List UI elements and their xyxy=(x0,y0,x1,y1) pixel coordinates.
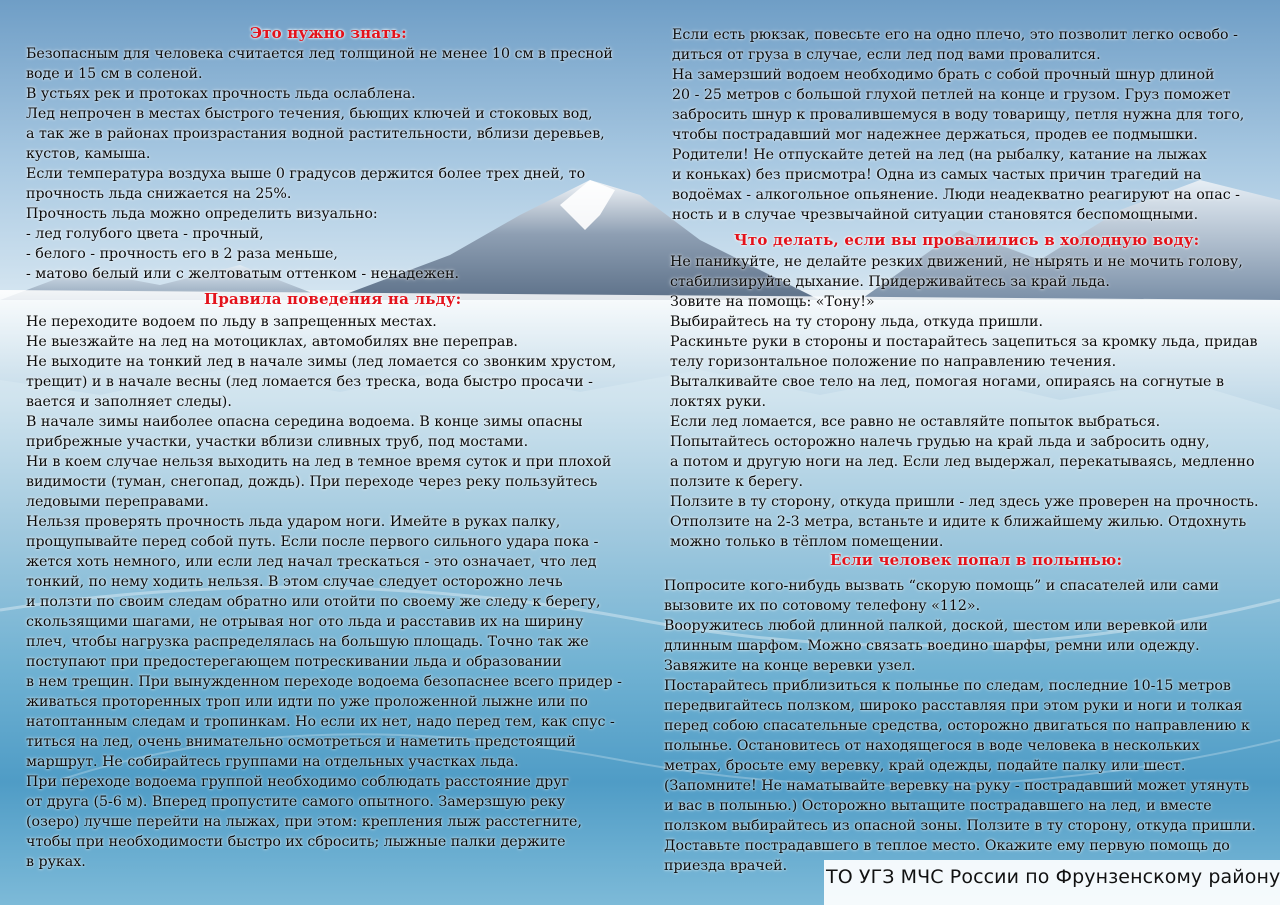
text-line: Попросите кого-нибудь вызвать “скорую помощь” и спасателей или сами xyxy=(664,578,1219,594)
text-line: забросить шнур к провалившемуся в воду товарищу, петля нужна для того, xyxy=(672,107,1245,123)
text-line: водоёмах - алкогольное опьянение. Люди неадекватно реагируют на опас - xyxy=(672,187,1240,203)
text-line: ность и в случае чрезвычайной ситуации становятся беспомощными. xyxy=(672,207,1199,223)
text-line: в руках. xyxy=(26,854,86,870)
text-line: Зовите на помощь: «Тону!» xyxy=(670,294,875,310)
text-line: локтях руки. xyxy=(670,394,766,410)
text-line: Доставьте пострадавшего в теплое место. Окажите ему первую помощь до xyxy=(664,838,1230,854)
text-line: (озеро) лучше перейти на лыжах, при этом: крепления лыж расстегните, xyxy=(26,814,582,830)
heading-need-to-know: Это нужно знать: xyxy=(250,24,407,42)
text-line: стабилизируйте дыхание. Придерживайтесь за край льда. xyxy=(670,274,1110,290)
text-line: телу горизонтальное положение по направлению течения. xyxy=(670,354,1117,370)
text-line: полынье. Остановитесь от находящегося в воде человека в нескольких xyxy=(664,738,1200,754)
text-line: Выталкивайте свое тело на лед, помогая ногами, опираясь на согнутые в xyxy=(670,374,1224,390)
right-column xyxy=(664,0,1264,905)
text-line: натоптанным следам и тропинкам. Но если их нет, надо перед тем, как спус - xyxy=(26,714,615,730)
text-line: поступают при предостерегающем потрескивании льда и образовании xyxy=(26,654,562,670)
text-line: в нем трещин. При вынужденном переходе водоема безопаснее всего придер - xyxy=(26,674,622,690)
text-line: прочность льда снижается на 25%. xyxy=(26,186,292,202)
text-line: метрах, бросьте ему веревку, край одежды, подайте палку или шест. xyxy=(664,758,1186,774)
text-line: и ползти по своим следам обратно или отойти по своему же следу к берегу, xyxy=(26,594,601,610)
text-line: Родители! Не отпускайте детей на лед (на рыбалку, катание на лыжах xyxy=(672,147,1207,163)
text-line: чтобы пострадавший мог надежнее держаться, продев ее подмышки. xyxy=(672,127,1198,143)
text-line: а потом и другую ноги на лед. Если лед выдержал, перекатываясь, медленно xyxy=(670,454,1255,470)
text-line: трещит) и в начале весны (лед ломается без треска, вода быстро просачи - xyxy=(26,374,593,390)
text-line: приезда врачей. xyxy=(664,858,788,874)
text-line: Вооружитесь любой длинной палкой, доской, шестом или веревкой или xyxy=(664,618,1208,634)
text-line: титься на лед, очень внимательно осмотреться и наметить предстоящий xyxy=(26,734,576,750)
text-line: При переходе водоема группой необходимо соблюдать расстояние друг xyxy=(26,774,570,790)
text-line: скользящими шагами, не отрывая ног ото льда и расставив их на ширину xyxy=(26,614,584,630)
text-line: Не переходите водоем по льду в запрещенных местах. xyxy=(26,314,437,330)
text-line: Безопасным для человека считается лед толщиной не менее 10 см в пресной xyxy=(26,46,613,62)
text-line: (Запомните! Не наматывайте веревку на руку - пострадавший может утянуть xyxy=(664,778,1250,794)
text-line: Если есть рюкзак, повесьте его на одно плечо, это позволит легко освобо - xyxy=(672,27,1238,43)
text-line: Ползите в ту сторону, откуда пришли - лед здесь уже проверен на прочность. xyxy=(670,494,1259,510)
text-line: - лед голубого цвета - прочный, xyxy=(26,226,264,242)
text-line: В устьях рек и протоках прочность льда ослаблена. xyxy=(26,86,416,102)
heading-person-in-ice-hole: Если человек попал в полынью: xyxy=(830,551,1123,569)
text-line: и вас в полынью.) Осторожно вытащите пострадавшего на лед, и вместе xyxy=(664,798,1212,814)
heading-fell-through-ice: Что делать, если вы провалились в холодную воду: xyxy=(734,231,1200,249)
text-line: Постарайтесь приблизиться к полынье по следам, последние 10-15 метров xyxy=(664,678,1231,694)
text-line: Отползите на 2-3 метра, встаньте и идите к ближайшему жилью. Отдохнуть xyxy=(670,514,1247,530)
text-line: ползите к берегу. xyxy=(670,474,804,490)
text-line: Прочность льда можно определить визуально: xyxy=(26,206,378,222)
text-line: тонкий, по нему ходить нельзя. В этом случае следует осторожно лечь xyxy=(26,574,563,590)
text-line: В начале зимы наиболее опасна середина водоема. В конце зимы опасны xyxy=(26,414,583,430)
text-line: Завяжите на конце веревки узел. xyxy=(664,658,916,674)
text-line: вается и заполняет следы). xyxy=(26,394,232,410)
text-line: Не выходите на тонкий лед в начале зимы (лед ломается со звонким хрустом, xyxy=(26,354,617,370)
text-line: маршрут. Не собирайтесь группами на отдельных участках льда. xyxy=(26,754,519,770)
text-line: ползком выбирайтесь из опасной зоны. Ползите в ту сторону, откуда пришли. xyxy=(664,818,1256,834)
text-line: Попытайтесь осторожно налечь грудью на край льда и забросить одну, xyxy=(670,434,1210,450)
text-line: Раскиньте руки в стороны и постарайтесь зацепиться за кромку льда, придав xyxy=(670,334,1258,350)
text-line: а так же в районах произрастания водной растительности, вблизи деревьев, xyxy=(26,126,605,142)
text-line: перед собою спасательные средства, осторожно двигаться по направлению к xyxy=(664,718,1250,734)
left-column xyxy=(26,0,626,905)
text-line: Выбирайтесь на ту сторону льда, откуда пришли. xyxy=(670,314,1043,330)
text-line: прибрежные участки, участки вблизи сливных труб, под мостами. xyxy=(26,434,529,450)
text-line: плеч, чтобы нагрузка распределялась на большую площадь. Точно так же xyxy=(26,634,589,650)
text-line: от друга (5-6 м). Вперед пропустите самого опытного. Замерзшую реку xyxy=(26,794,566,810)
text-line: Не выезжайте на лед на мотоциклах, автомобилях вне переправ. xyxy=(26,334,518,350)
text-line: Ни в коем случае нельзя выходить на лед в темное время суток и при плохой xyxy=(26,454,612,470)
text-line: и коньках) без присмотра! Одна из самых частых причин трагедий на xyxy=(672,167,1202,183)
text-line: Не паникуйте, не делайте резких движений, не нырять и не мочить голову, xyxy=(670,254,1243,270)
text-line: чтобы при необходимости быстро их сбросить; лыжные палки держите xyxy=(26,834,566,850)
heading-ice-rules: Правила поведения на льду: xyxy=(204,290,462,308)
text-line: длинным шарфом. Можно связать воедино шарфы, ремни или одежду. xyxy=(664,638,1200,654)
text-line: жется хоть немного, или если лед начал трескаться - это означает, что лед xyxy=(26,554,597,570)
text-line: - матово белый или с желтоватым оттенком - ненадежен. xyxy=(26,266,459,282)
text-line: кустов, камыша. xyxy=(26,146,151,162)
text-line: Нельзя проверять прочность льда ударом ноги. Имейте в руках палку, xyxy=(26,514,561,530)
text-line: Если температура воздуха выше 0 градусов держится более трех дней, то xyxy=(26,166,586,182)
text-line: - белого - прочность его в 2 раза меньше, xyxy=(26,246,338,262)
text-line: Если лед ломается, все равно не оставляйте попыток выбраться. xyxy=(670,414,1161,430)
text-line: 20 - 25 метров с большой глухой петлей на конце и грузом. Груз поможет xyxy=(672,87,1231,103)
footer-organization: ТО УГЗ МЧС России по Фрунзенскому району xyxy=(826,866,1280,888)
text-line: диться от груза в случае, если лед под вами провалится. xyxy=(672,47,1101,63)
text-line: прощупывайте перед собой путь. Если после первого сильного удара пока - xyxy=(26,534,599,550)
text-line: передвигайтесь ползком, широко расставляя при этом руки и ноги и толкая xyxy=(664,698,1243,714)
text-line: Лед непрочен в местах быстрого течения, бьющих ключей и стоковых вод, xyxy=(26,106,593,122)
text-line: вызовите их по сотовому телефону «112». xyxy=(664,598,981,614)
text-line: ледовыми переправами. xyxy=(26,494,209,510)
text-line: видимости (туман, снегопад, дождь). При переходе через реку пользуйтесь xyxy=(26,474,598,490)
text-line: На замерзший водоем необходимо брать с собой прочный шнур длиной xyxy=(672,67,1215,83)
text-line: живаться проторенных троп или идти по уже проложенной лыжне или по xyxy=(26,694,588,710)
text-line: воде и 15 см в соленой. xyxy=(26,66,203,82)
text-line: можно только в тёплом помещении. xyxy=(670,534,944,550)
